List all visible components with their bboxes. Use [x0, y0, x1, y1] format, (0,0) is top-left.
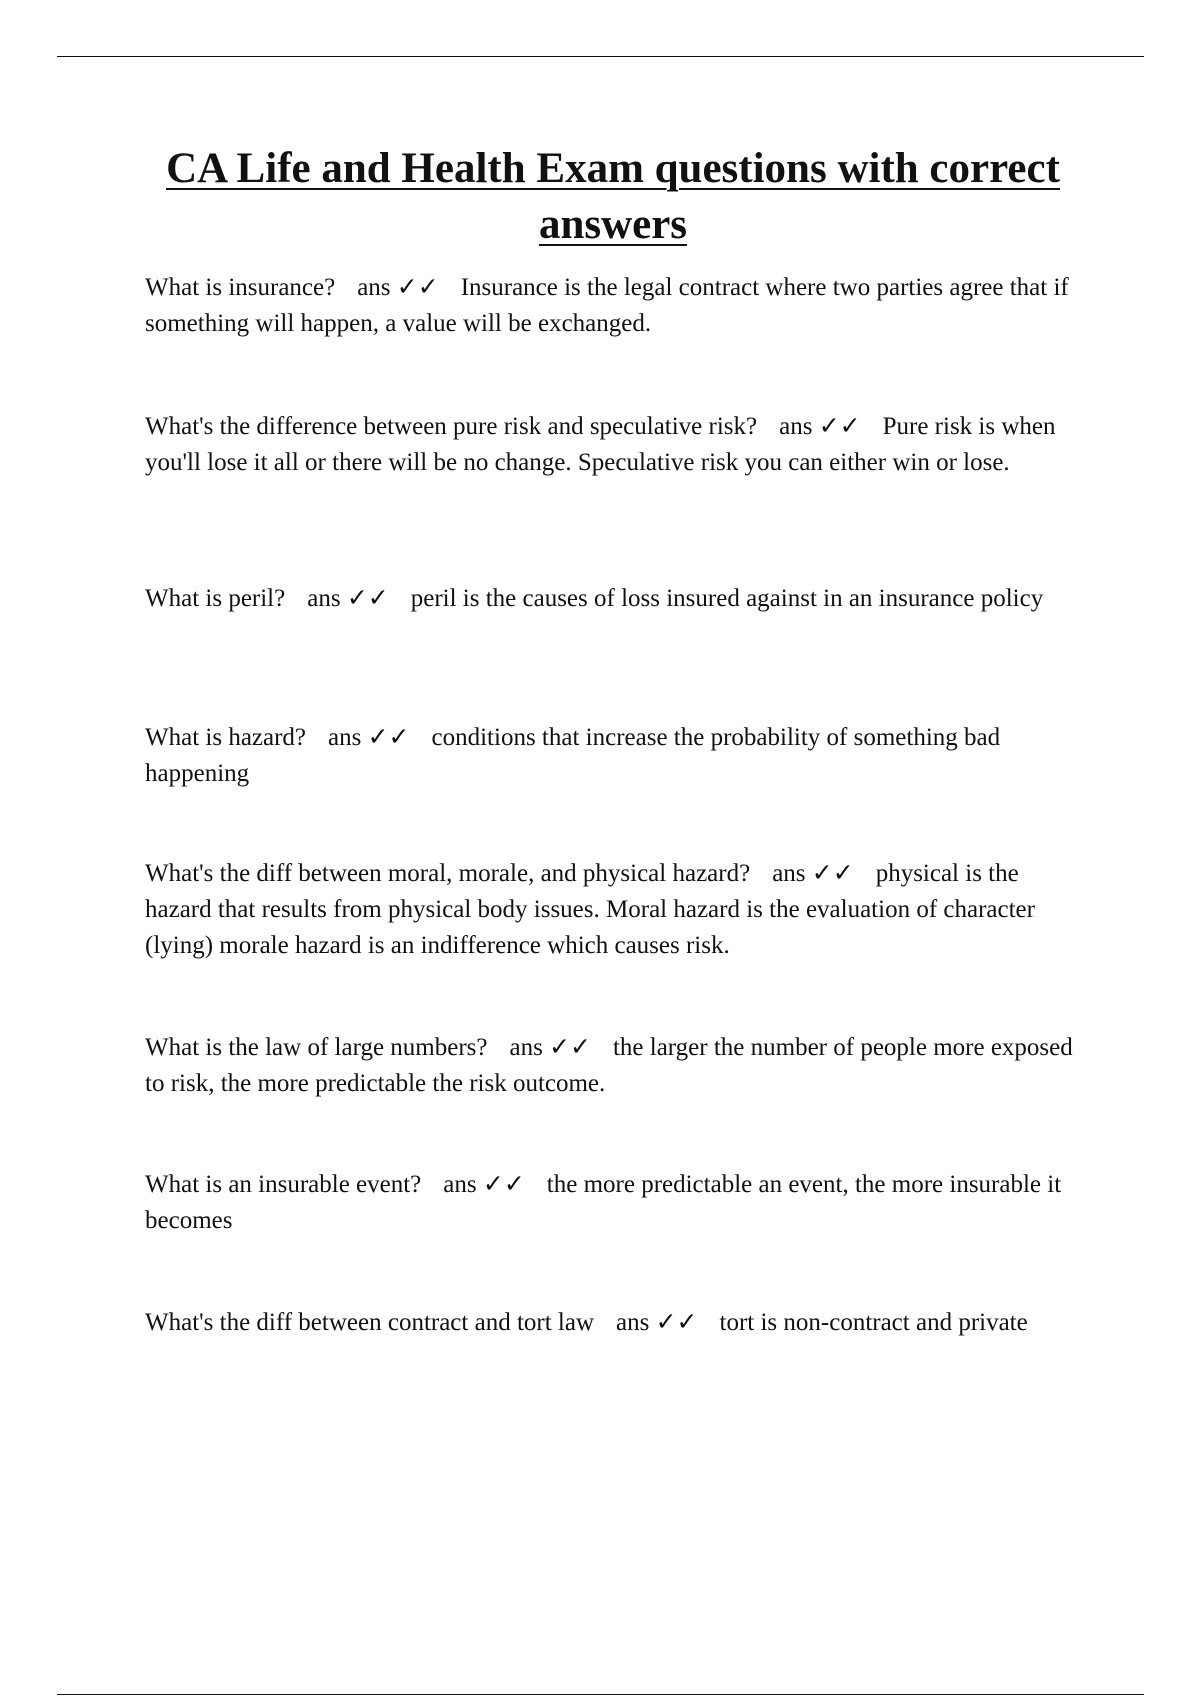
page-title: CA Life and Health Exam questions with correct answers — [166, 145, 1060, 248]
header-rule — [57, 56, 1144, 57]
question-text: What is the law of large numbers? — [145, 1034, 488, 1061]
check-icon: ✓✓ — [367, 724, 410, 751]
answer-text: Pure risk is when you'll lose it all or there will be no change. Speculative risk you can either win or lose. — [145, 413, 1056, 476]
check-icon: ✓✓ — [346, 585, 389, 612]
footer-rule — [57, 1694, 1144, 1695]
qa-item — [145, 270, 1090, 342]
check-icon: ✓✓ — [482, 1171, 525, 1198]
check-icon: ✓✓ — [396, 274, 439, 301]
qa-item — [145, 856, 1090, 964]
answer-text: the larger the number of people more exposed to risk, the more predictable the risk outcome. — [145, 1034, 1073, 1097]
ans-label: ans — [357, 274, 391, 301]
qa-item — [145, 720, 1090, 792]
question-text: What is insurance? — [145, 274, 336, 301]
check-icon: ✓✓ — [549, 1034, 591, 1061]
check-icon: ✓✓ — [818, 413, 861, 440]
qa-item — [145, 1167, 1090, 1239]
qa-item — [145, 1030, 1090, 1102]
ans-label: ans — [307, 585, 341, 612]
qa-item — [145, 1305, 1090, 1341]
question-text: What is an insurable event? — [145, 1171, 422, 1198]
answer-text: conditions that increase the probability of something bad happening — [145, 724, 1001, 787]
ans-label: ans — [328, 724, 362, 751]
ans-label: ans — [772, 860, 806, 887]
question-text: What's the difference between pure risk and speculative risk? — [145, 413, 758, 440]
answer-text: the more predictable an event, the more insurable it becomes — [145, 1171, 1062, 1234]
answer-text: Insurance is the legal contract where two parties agree that if something will happen, a value will be exchanged. — [145, 274, 1069, 337]
question-text: What's the diff between contract and tort law — [145, 1309, 595, 1336]
answer-text: peril is the causes of loss insured against in an insurance policy — [410, 585, 1044, 612]
question-text: What is peril? — [145, 585, 286, 612]
ans-label: ans — [509, 1034, 543, 1061]
qa-item — [145, 409, 1090, 481]
check-icon: ✓✓ — [655, 1309, 698, 1336]
answer-text: tort is non-contract and private — [719, 1309, 1028, 1336]
question-text: What is hazard? — [145, 724, 307, 751]
ans-label: ans — [779, 413, 813, 440]
check-icon: ✓✓ — [811, 860, 854, 887]
qa-item — [145, 581, 1090, 617]
answer-text: physical is the hazard that results from physical body issues. Moral hazard is the evaluation of character (lying) morale hazard is an indifference which causes risk. — [145, 860, 1035, 959]
question-text: What's the diff between moral, morale, and physical hazard? — [145, 860, 751, 887]
ans-label: ans — [443, 1171, 477, 1198]
ans-label: ans — [616, 1309, 650, 1336]
